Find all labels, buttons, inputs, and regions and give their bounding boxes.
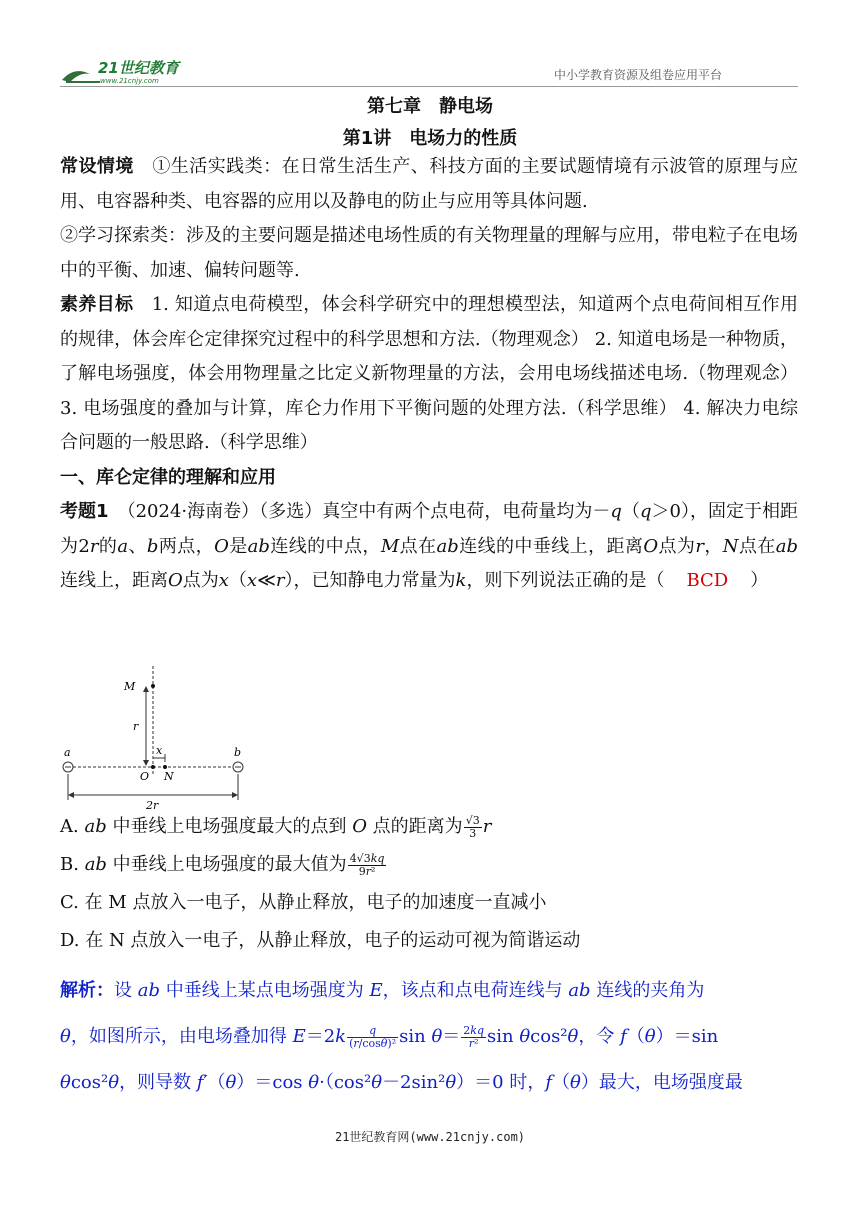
chapter-title: 第七章 静电场 [367, 96, 493, 117]
solution: 解析：设 ab 中垂线上某点电场强度为 E，该点和点电荷连线与 ab 连线的夹角为 θ，如图所示，由电场叠加得 E＝2k $\frac{q}{\text{(r/cosθ)²}}$ sin θ＝ $\frac{2kq}{\text{r²}}$ sin θcos²θ，令 f（θ）＝sin θcos²θ，则导数 f′（θ）＝cos θ·（cos²θ－2sin²θ）＝0 时，f（θ）最大，电场强度最 [60, 980, 743, 1093]
label-b: b [234, 746, 242, 759]
label-r: r [133, 720, 139, 733]
problem-source: （2024·海南卷） [126, 501, 260, 522]
label-O: O [140, 770, 150, 783]
header-divider [60, 86, 798, 87]
scene-text-1: ①生活实践类：在日常生活生产、科技方面的主要试题情境有示波管的原理与应用、电容器种类、电容器的应用以及静电的防止与应用等具体问题. [60, 156, 799, 212]
logo-url-text: www.21cnjy.com [100, 77, 159, 85]
label-a: a [64, 746, 71, 759]
point-M [151, 684, 155, 688]
section-heading: 一、库仑定律的理解和应用 [60, 466, 276, 488]
point-N [163, 765, 167, 769]
lesson-title: 第1讲 电场力的性质 [342, 128, 518, 149]
scene-paragraph-1 [60, 150, 798, 219]
main-content [60, 150, 798, 599]
problem-type: （多选） [259, 501, 323, 522]
goal-paragraph [60, 288, 798, 461]
goal-label: 素养目标 [60, 294, 134, 315]
solution-label: 解析： [60, 980, 114, 1001]
label-x: x [156, 744, 163, 757]
brand-logo [60, 56, 220, 86]
point-O [151, 765, 155, 769]
option-d: D. 在 N 点放入一电子，从静止释放，电子的运动可视为简谐运动 [60, 930, 581, 951]
option-b: B. ab 中垂线上电场强度的最大值为 $\frac{4√3kq}{\text{9r²}}$ [60, 851, 385, 878]
label-M: M [124, 680, 136, 693]
answer-text: BCD [686, 570, 729, 591]
charge-diagram [58, 666, 258, 816]
scene-label: 常设情境 [60, 156, 134, 177]
label-2r: 2r [146, 799, 159, 812]
options-list [60, 808, 798, 960]
problem-stem: 考题1 （2024·海南卷）（多选）真空中有两个点电荷，电荷量均为－q（q＞0），固定于相距为2r的a、b两点，O是ab连线的中点，M点在ab连线的中垂线上，距离O点为r，N点在ab连线上，距离O点为x（x≪r），已知静电力常量为k，则下列说法正确的是（ BCD ） [60, 501, 799, 591]
label-N: N [164, 770, 174, 783]
goal-text: 1. 知道点电荷模型，体会科学研究中的理想模型法，知道两个点电荷间相互作用的规律，体会库仑定律探究过程中的科学思想和方法.（物理观念） 2. 知道电场是一种物质，了解电场强度，体会用物理量之比定义新物理量的方法，会用电场线描述电场.（物理观念） 3. 电场强度的叠加与计算，库仑力作用下平衡问题的处理方法.（科学思维） 4. 解决力电综合问题的一般思路.（科学思维） [60, 294, 798, 453]
scene-paragraph-2: ②学习探索类：涉及的主要问题是描述电场性质的有关物理量的理解与应用，带电粒子在电场中的平衡、加速、偏转问题等. [60, 225, 798, 281]
option-c: C. 在 M 点放入一电子，从静止释放，电子的加速度一直减小 [60, 892, 547, 913]
problem-label: 考题1 [60, 501, 109, 522]
option-a: A. ab 中垂线上电场强度最大的点到 O 点的距离为 $\frac{√3}{3}$ r [60, 813, 492, 840]
logo-brand-text: 21世纪教育 [98, 59, 179, 77]
footer-text: 21世纪教育网(www.21cnjy.com) [334, 1130, 526, 1144]
platform-name: 中小学教育资源及组卷应用平台 [553, 68, 722, 82]
